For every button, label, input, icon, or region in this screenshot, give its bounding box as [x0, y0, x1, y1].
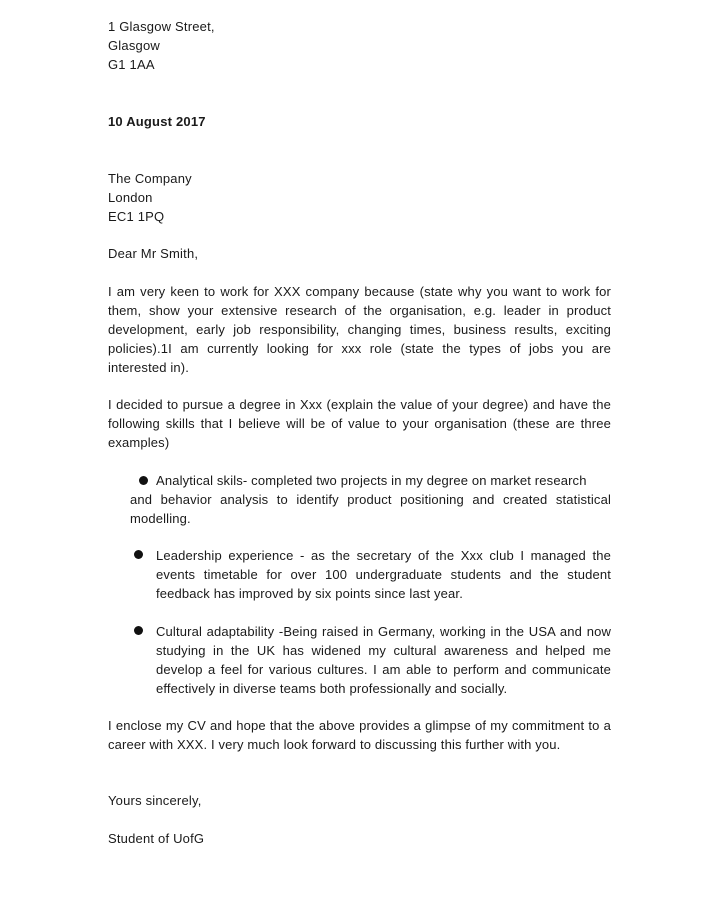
sign-off: Yours sincerely, — [108, 793, 202, 808]
bullet-analytical-continuation: and behavior analysis to identify product positioning and created statistical modelling. — [130, 492, 611, 526]
signature: Student of UofG — [108, 831, 205, 846]
bullet-dot-icon — [134, 550, 143, 559]
letter-date: 10 August 2017 — [108, 114, 206, 129]
bullet-analytical-first-line: Analytical skils- completed two projects in my degree on market research — [156, 473, 587, 488]
bullet-leadership: Leadership experience - as the secretary of the Xxx club I managed the events timetable for over 100 undergraduate students and the student feedback has improved by six points since last year. — [156, 548, 611, 601]
recipient-address-line-2: London — [108, 190, 153, 205]
bullet-dot-icon — [139, 476, 148, 485]
salutation: Dear Mr Smith, — [108, 246, 199, 261]
bullet-cultural: Cultural adaptability -Being raised in Germany, working in the USA and now studying in the UK has widened my cultural awareness and helped me develop a feel for various cultures. I am able to perform and communicate effectively in diverse teams both professionally and socially. — [156, 624, 611, 696]
sender-address-line-3: G1 1AA — [108, 57, 155, 72]
intro-paragraph: I am very keen to work for XXX company because (state why you want to work for them, show your extensive research of the organisation, e.g. leader in product development, early job responsibility, changing times, business results, exciting policies).1I am currently looking for xxx role (state the types of jobs you are interested in). — [108, 284, 611, 375]
closing-paragraph: I enclose my CV and hope that the above provides a glimpse of my commitment to a career with XXX. I very much look forward to discussing this further with you. — [108, 718, 611, 752]
bullet-dot-icon — [134, 626, 143, 635]
recipient-address-line-3: EC1 1PQ — [108, 209, 165, 224]
recipient-address-line-1: The Company — [108, 171, 192, 186]
sender-address-line-1: 1 Glasgow Street, — [108, 19, 215, 34]
degree-paragraph: I decided to pursue a degree in Xxx (explain the value of your degree) and have the following skills that I believe will be of value to your organisation (these are three examples) — [108, 397, 611, 450]
sender-address-line-2: Glasgow — [108, 38, 160, 53]
